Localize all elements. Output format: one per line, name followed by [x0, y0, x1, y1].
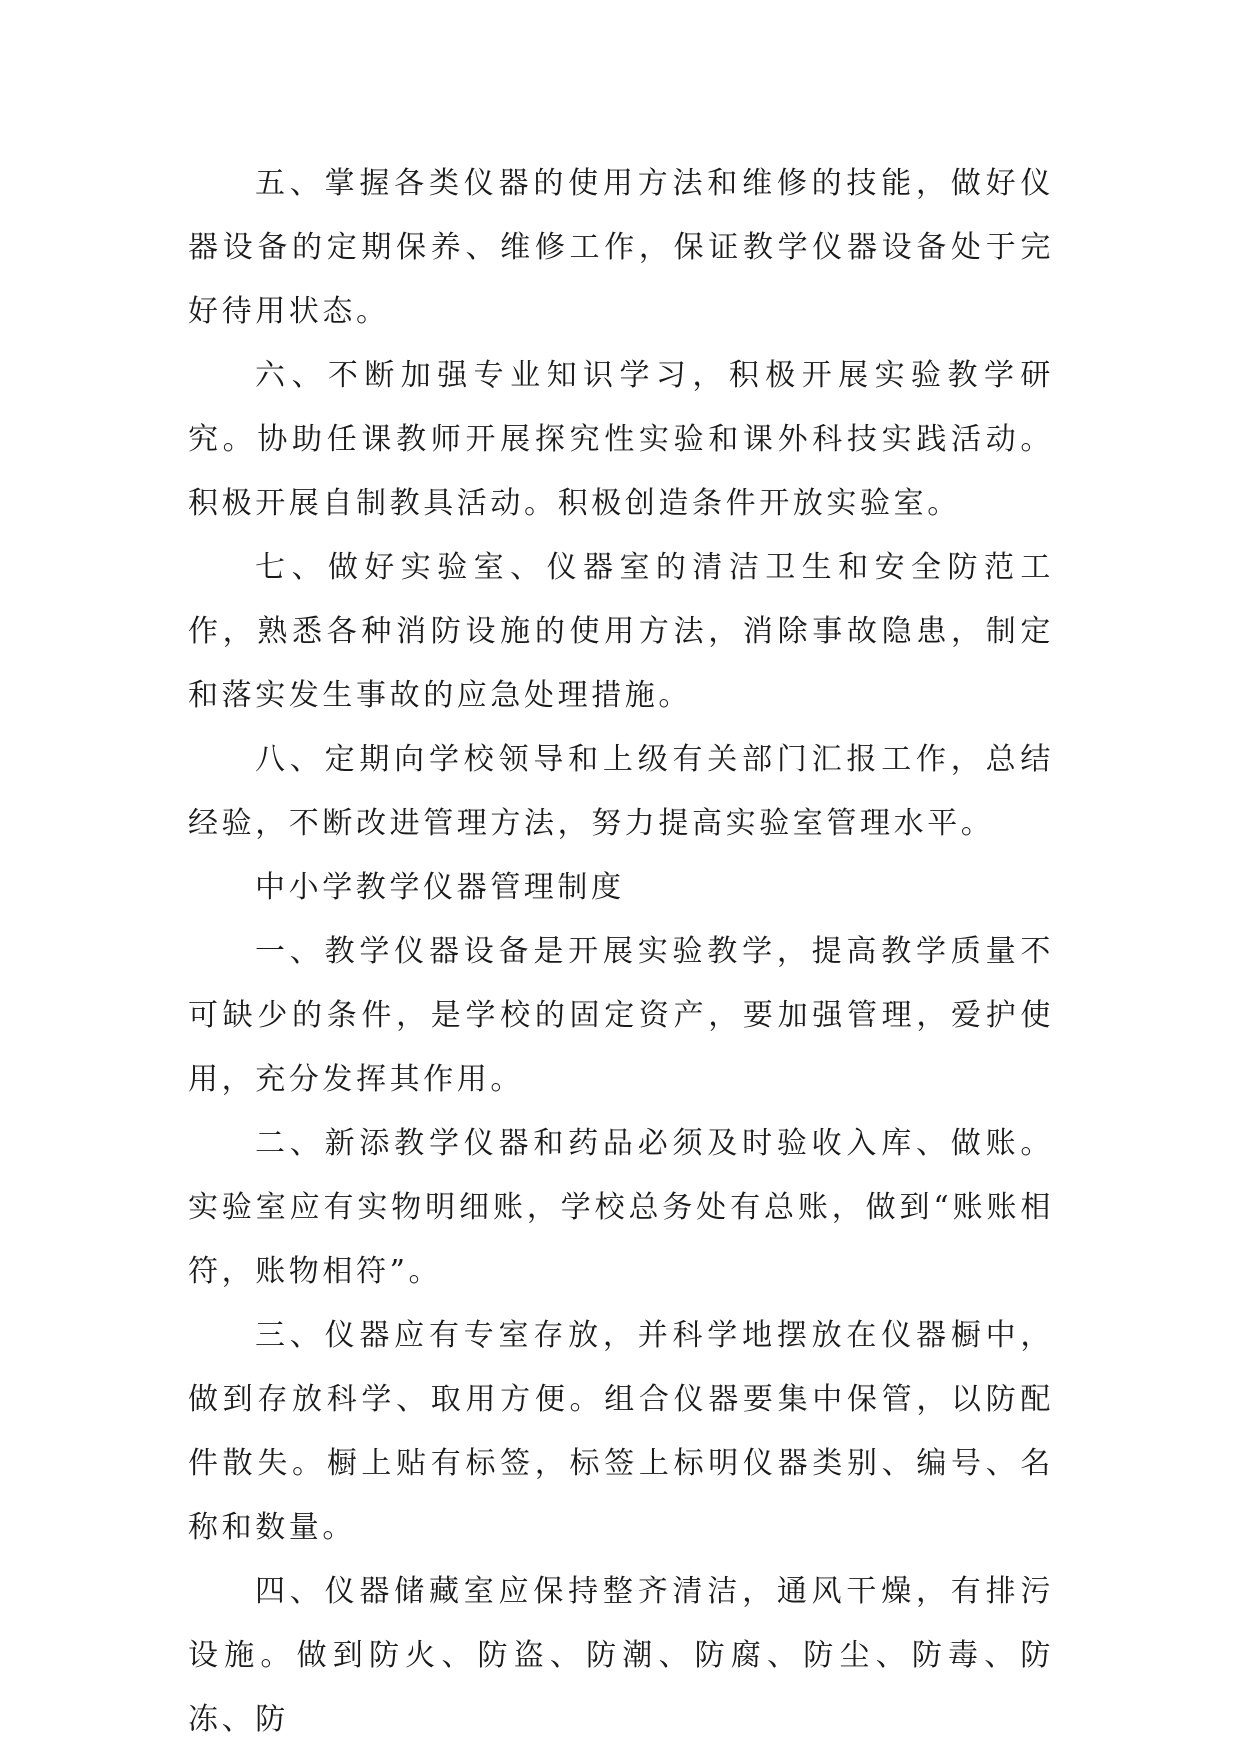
paragraph-item-5: 五、掌握各类仪器的使用方法和维修的技能，做好仪器设备的定期保养、维修工作，保证教学仪器设备处于完好待用状态。	[188, 166, 1054, 329]
paragraph-rule-4: 四、仪器储藏室应保持整齐清洁，通风干燥，有排污设施。做到防火、防盗、防潮、防腐、防尘、防毒、防冻、防	[188, 1574, 1054, 1737]
paragraph-rule-3: 三、仪器应有专室存放，并科学地摆放在仪器橱中，做到存放科学、取用方便。组合仪器要集中保管，以防配件散失。橱上贴有标签，标签上标明仪器类别、编号、名称和数量。	[188, 1318, 1054, 1545]
paragraph-rule-1: 一、教学仪器设备是开展实验教学，提高教学质量不可缺少的条件，是学校的固定资产，要加强管理，爱护使用，充分发挥其作用。	[188, 934, 1054, 1097]
document-page	[188, 152, 1054, 1752]
paragraph-item-6: 六、不断加强专业知识学习，积极开展实验教学研究。协助任课教师开展探究性实验和课外科技实践活动。积极开展自制教具活动。积极创造条件开放实验室。	[188, 358, 1054, 521]
paragraph-item-7: 七、做好实验室、仪器室的清洁卫生和安全防范工作，熟悉各种消防设施的使用方法，消除事故隐患，制定和落实发生事故的应急处理措施。	[188, 550, 1054, 713]
section-heading: 中小学教学仪器管理制度	[255, 870, 625, 905]
paragraph-rule-2: 二、新添教学仪器和药品必须及时验收入库、做账。实验室应有实物明细账，学校总务处有总账，做到“账账相符，账物相符”。	[188, 1126, 1054, 1289]
paragraph-item-8: 八、定期向学校领导和上级有关部门汇报工作，总结经验，不断改进管理方法，努力提高实验室管理水平。	[188, 742, 1054, 841]
